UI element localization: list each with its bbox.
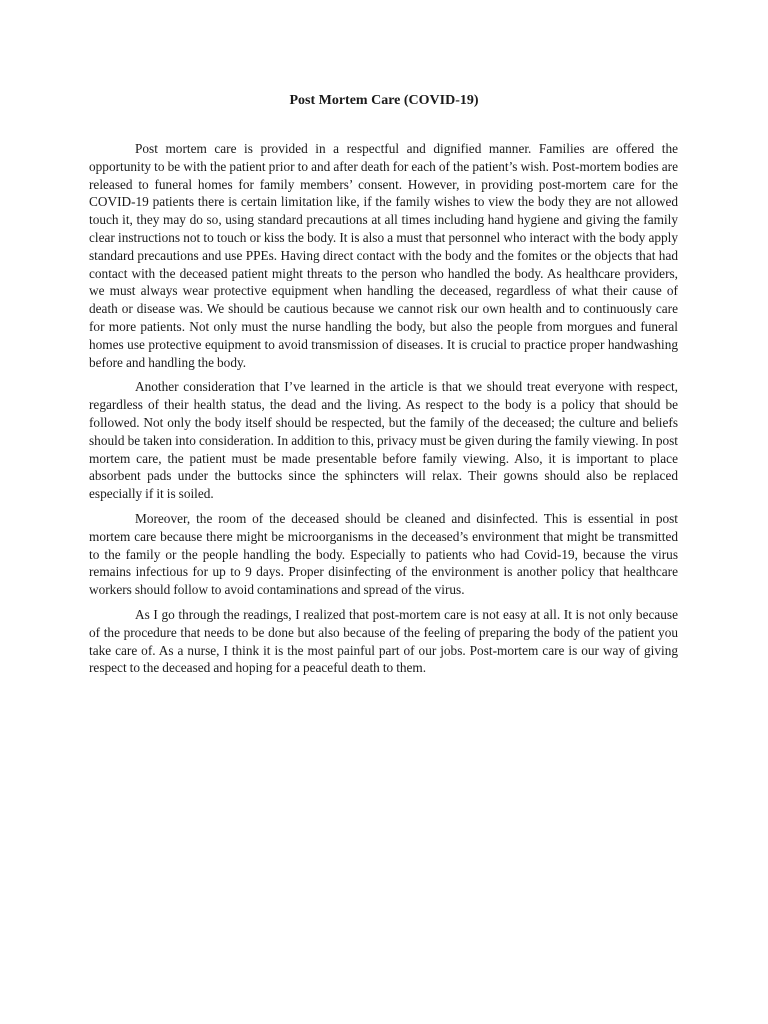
paragraph-2: Another consideration that I’ve learned in the article is that we should treat everyone with respect, regardless of their health status, the dead and the living. As respect to the body is a policy that should be followed. Not only the body itself should be respected, but the family of the deceased; the culture and beliefs should be taken into consideration. In addition to this, privacy must be given during the family viewing. In post mortem care, the patient must be made presentable before family viewing. Also, it is important to place absorbent pads under the buttocks since the sphincters will relax. Their gowns should also be replaced especially if it is soiled. bbox=[89, 379, 678, 502]
paragraph-3: Moreover, the room of the deceased should be cleaned and disinfected. This is essential in post mortem care because there might be microorganisms in the deceased’s environment that might be transmitted to the family or the people handling the body. Especially to patients who had Covid-19, because the virus remains infectious for up to 9 days. Proper disinfecting of the environment is another policy that healthcare workers should follow to avoid contaminations and spread of the virus. bbox=[89, 510, 678, 598]
document-title: Post Mortem Care (COVID-19) bbox=[289, 93, 479, 108]
paragraph-1: Post mortem care is provided in a respectful and dignified manner. Families are offered the opportunity to be with the patient prior to and after death for each of the patient’s wish. Post-mortem bodies are released to funeral homes for family members’ consent. However, in providing post-mortem care for the COVID-19 patients there is certain limitation like, if the family wishes to view the body they are not allowed touch it, they may do so, using standard precautions at all times including hand hygiene and giving the family clear instructions not to touch or kiss the body. It is also a must that personnel who interact with the body apply standard precautions and use PPEs. Having direct contact with the body and the fomites or the objects that had contact with the deceased patient might threats to the person who handled the body. As healthcare providers, we must always wear protective equipment when handling the deceased, regardless of what their cause of death or disease was. We should be cautious because we cannot risk our own health and to continuously care for more patients. Not only must the nurse handling the body, but also the people from morgues and funeral homes use protective equipment to avoid transmission of diseases. It is crucial to practice proper handwashing before and handling the body. bbox=[89, 141, 678, 370]
paragraph-4: As I go through the readings, I realized that post-mortem care is not easy at all. It is not only because of the procedure that needs to be done but also because of the feeling of preparing the body of the patient you take care of. As a nurse, I think it is the most painful part of our jobs. Post-mortem care is our way of giving respect to the deceased and hoping for a peaceful death to them. bbox=[89, 606, 678, 676]
document-body bbox=[89, 140, 678, 684]
